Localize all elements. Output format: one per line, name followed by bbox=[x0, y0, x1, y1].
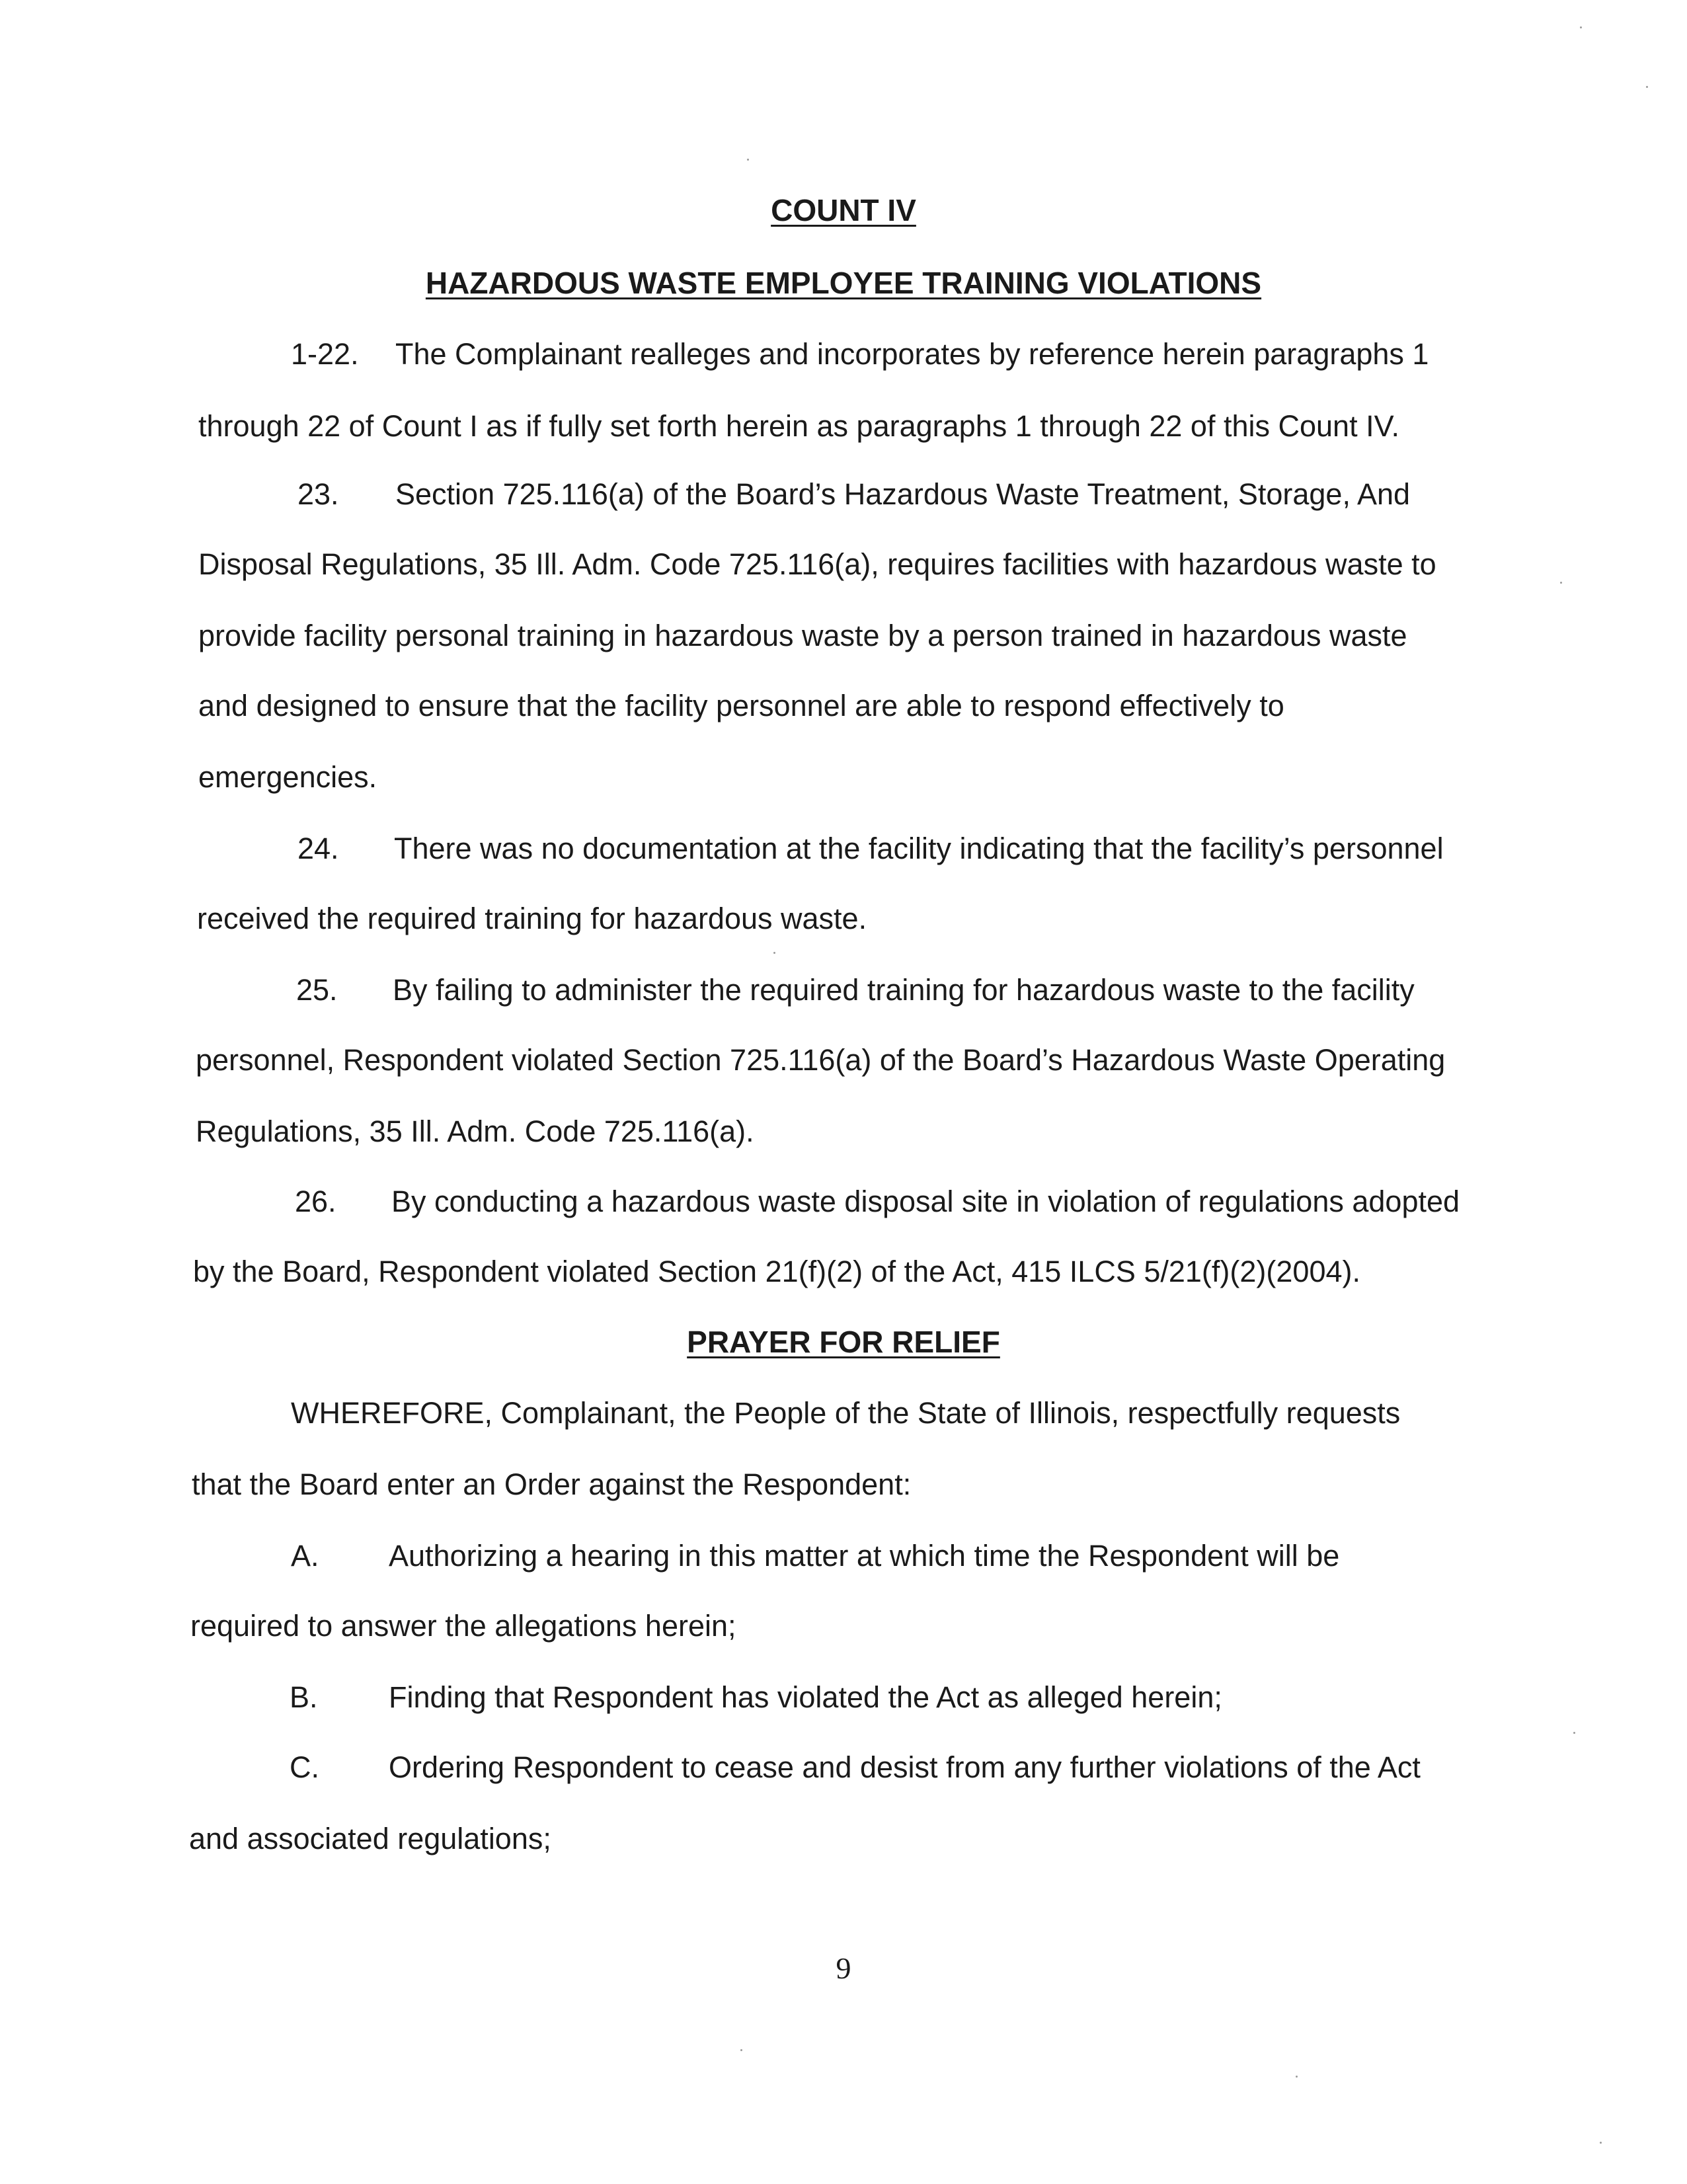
page-number: 9 bbox=[836, 1951, 851, 1985]
paragraph-text: emergencies. bbox=[198, 760, 377, 794]
scan-speck bbox=[1560, 582, 1562, 584]
item-text: and associated regulations; bbox=[189, 1822, 551, 1855]
paragraph-text: personnel, Respondent violated Section 725.116(a) of the Board’s Hazardous Waste Operating bbox=[196, 1043, 1446, 1077]
paragraph-number: 25. bbox=[296, 973, 338, 1007]
item-text: Authorizing a hearing in this matter at which time the Respondent will be bbox=[389, 1539, 1340, 1573]
paragraph-number: 23. bbox=[297, 477, 339, 511]
paragraph-number: 26. bbox=[295, 1185, 336, 1218]
item-text: required to answer the allegations herein; bbox=[190, 1609, 736, 1643]
paragraph-text: By failing to administer the required training for hazardous waste to the facility bbox=[393, 973, 1415, 1007]
scan-speck bbox=[740, 2049, 742, 2051]
paragraph-text: Regulations, 35 Ill. Adm. Code 725.116(a). bbox=[196, 1114, 754, 1148]
paragraph-text: and designed to ensure that the facility personnel are able to respond effectively to bbox=[198, 689, 1284, 722]
paragraph-text: Disposal Regulations, 35 Ill. Adm. Code 725.116(a), requires facilities with hazardous waste to bbox=[198, 547, 1436, 581]
item-letter: C. bbox=[290, 1750, 319, 1784]
section-title-heading: HAZARDOUS WASTE EMPLOYEE TRAINING VIOLATIONS bbox=[425, 266, 1262, 300]
scan-speck bbox=[1580, 26, 1582, 28]
scan-speck bbox=[1646, 86, 1648, 88]
scan-speck bbox=[747, 159, 749, 161]
paragraph-text: by the Board, Respondent violated Section 21(f)(2) of the Act, 415 ILCS 5/21(f)(2)(2004). bbox=[193, 1255, 1360, 1288]
paragraph-text: received the required training for hazardous waste. bbox=[197, 902, 867, 935]
scan-speck bbox=[1600, 2142, 1602, 2144]
prayer-heading: PRAYER FOR RELIEF bbox=[687, 1325, 1000, 1359]
paragraph-text: that the Board enter an Order against the Respondent: bbox=[192, 1467, 912, 1501]
paragraph-number: 24. bbox=[297, 832, 339, 865]
count-heading: COUNT IV bbox=[771, 193, 916, 227]
scan-speck bbox=[1573, 1732, 1575, 1734]
paragraph-number: 1-22. bbox=[291, 337, 359, 371]
item-text: Ordering Respondent to cease and desist from any further violations of the Act bbox=[389, 1750, 1421, 1784]
paragraph-text: WHEREFORE, Complainant, the People of the State of Illinois, respectfully requests bbox=[291, 1396, 1401, 1430]
paragraph-text: Section 725.116(a) of the Board’s Hazardous Waste Treatment, Storage, And bbox=[395, 477, 1411, 511]
paragraph-text: There was no documentation at the facility indicating that the facility’s personnel bbox=[394, 832, 1444, 865]
scan-speck bbox=[1296, 2076, 1298, 2078]
paragraph-text: provide facility personal training in hazardous waste by a person trained in hazardous waste bbox=[198, 619, 1407, 652]
paragraph-text: By conducting a hazardous waste disposal site in violation of regulations adopted bbox=[391, 1185, 1460, 1218]
item-text: Finding that Respondent has violated the Act as alleged herein; bbox=[389, 1680, 1222, 1714]
item-letter: A. bbox=[291, 1539, 319, 1573]
scan-speck bbox=[773, 952, 775, 954]
item-letter: B. bbox=[290, 1680, 318, 1714]
paragraph-text: The Complainant realleges and incorporates by reference herein paragraphs 1 bbox=[395, 337, 1429, 371]
paragraph-text: through 22 of Count I as if fully set forth herein as paragraphs 1 through 22 of this Count IV. bbox=[198, 409, 1399, 443]
